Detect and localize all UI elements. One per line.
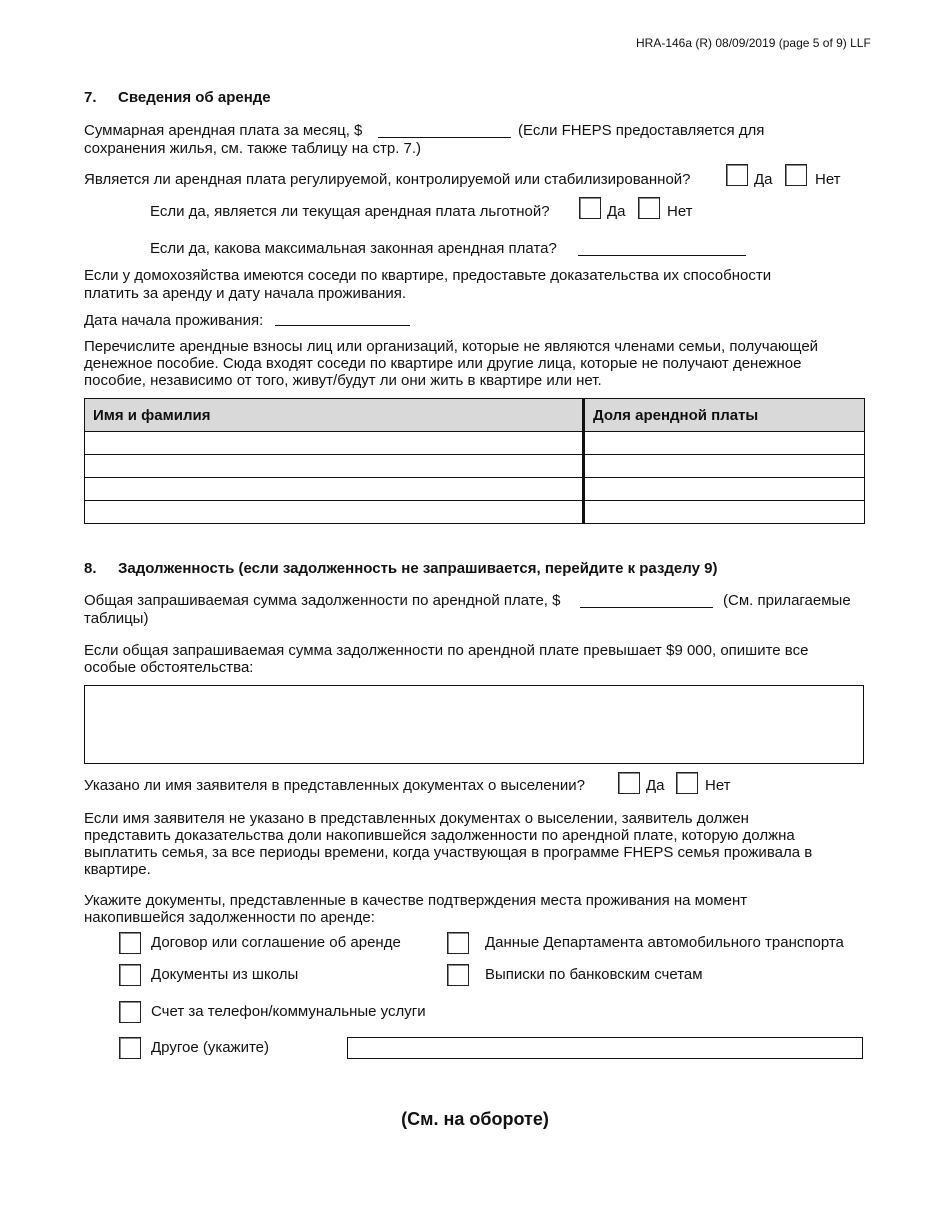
max-legal-rent-input[interactable] xyxy=(578,239,746,256)
preferential-yes-checkbox[interactable] xyxy=(579,197,601,219)
regulated-no-checkbox[interactable] xyxy=(785,164,807,186)
section-8-title: Задолженность (если задолженность не запрашивается, перейдите к разделу 9) xyxy=(118,560,718,577)
roommates-text-1: Если у домохозяйства имеются соседи по квартире, предоставьте доказательства их способности xyxy=(84,267,772,284)
eviction-yes-checkbox[interactable] xyxy=(618,772,640,794)
eviction-question: Указано ли имя заявителя в представленных документах о выселении? xyxy=(84,777,586,794)
docs-text-1: Укажите документы, представленные в качестве подтверждения места проживания на момент xyxy=(84,892,748,909)
not-named-text-1: Если имя заявителя не указано в представленных документах о выселении, заявитель должен xyxy=(84,810,749,827)
regulated-yes-label: Да xyxy=(754,171,773,188)
school-label: Документы из школы xyxy=(151,966,299,983)
preferential-no-label: Нет xyxy=(667,203,693,220)
name-cell[interactable] xyxy=(85,455,584,478)
see-reverse: (См. на обороте) xyxy=(401,1109,549,1129)
eviction-no-checkbox[interactable] xyxy=(676,772,698,794)
roommates-text-2: платить за аренду и дату начала проживания. xyxy=(84,285,406,302)
move-in-date-label: Дата начала проживания: xyxy=(84,312,264,329)
share-cell[interactable] xyxy=(584,432,865,455)
total-rent-note-2: сохранения жилья, см. также таблицу на стр. 7.) xyxy=(84,140,422,157)
share-cell[interactable] xyxy=(584,455,865,478)
col-share-header: Доля арендной платы xyxy=(584,399,865,432)
circumstances-textarea[interactable] xyxy=(84,685,864,764)
arrears-input[interactable] xyxy=(580,591,713,608)
not-named-text-2: представить доказательства доли накопившейся задолженности по арендной плате, которую должна xyxy=(84,827,795,844)
section-7-number: 7. xyxy=(84,89,97,106)
section-7-title: Сведения об аренде xyxy=(118,89,271,106)
move-in-date-input[interactable] xyxy=(275,309,410,326)
contributions-text-1: Перечислите арендные взносы лиц или организаций, которые не являются членами семьи, получающей xyxy=(84,338,819,355)
eviction-no-label: Нет xyxy=(705,777,731,794)
total-rent-input[interactable] xyxy=(378,121,511,138)
total-rent-note-1: (Если FHEPS предоставляется для xyxy=(518,122,765,139)
arrears-note-2: таблицы) xyxy=(84,610,149,627)
dmv-label: Данные Департамента автомобильного транспорта xyxy=(485,934,844,951)
eviction-yes-label: Да xyxy=(646,777,665,794)
docs-text-2: накопившейся задолженности по аренде: xyxy=(84,909,375,926)
preferential-yes-label: Да xyxy=(607,203,626,220)
other-label: Другое (укажите) xyxy=(151,1039,270,1056)
share-cell[interactable] xyxy=(584,478,865,501)
bank-label: Выписки по банковским счетам xyxy=(485,966,703,983)
contributions-text-3: пособие, независимо от того, живут/будут ли они жить в квартире или нет. xyxy=(84,372,602,389)
regulated-no-label: Нет xyxy=(815,171,841,188)
school-checkbox[interactable] xyxy=(119,964,141,986)
lease-label: Договор или соглашение об аренде xyxy=(151,934,401,951)
not-named-text-4: квартире. xyxy=(84,861,151,878)
over-9000-text-2: особые обстоятельства: xyxy=(84,659,254,676)
arrears-note-1: (См. прилагаемые xyxy=(723,592,851,609)
regulated-question: Является ли арендная плата регулируемой, контролируемой или стабилизированной? xyxy=(84,171,691,188)
utility-label: Счет за телефон/коммунальные услуги xyxy=(151,1003,426,1020)
table-header-row xyxy=(85,399,865,432)
share-cell[interactable] xyxy=(584,501,865,524)
table-row xyxy=(85,455,865,478)
name-cell[interactable] xyxy=(85,501,584,524)
name-cell[interactable] xyxy=(85,432,584,455)
table-row xyxy=(85,478,865,501)
over-9000-text-1: Если общая запрашиваемая сумма задолженности по арендной плате превышает $9 000, опишите все xyxy=(84,642,809,659)
rent-contributions-table xyxy=(84,398,865,524)
bank-checkbox[interactable] xyxy=(447,964,469,986)
regulated-yes-checkbox[interactable] xyxy=(726,164,748,186)
lease-checkbox[interactable] xyxy=(119,932,141,954)
table-row xyxy=(85,501,865,524)
preferential-question: Если да, является ли текущая арендная плата льготной? xyxy=(150,203,550,220)
arrears-label: Общая запрашиваемая сумма задолженности по арендной плате, $ xyxy=(84,592,561,609)
other-checkbox[interactable] xyxy=(119,1037,141,1059)
utility-checkbox[interactable] xyxy=(119,1001,141,1023)
other-specify-input[interactable] xyxy=(347,1037,863,1059)
section-8-number: 8. xyxy=(84,560,97,577)
not-named-text-3: выплатить семья, за все периоды времени, когда участвующая в программе FHEPS семья проживала в xyxy=(84,844,813,861)
max-legal-rent-question: Если да, какова максимальная законная арендная плата? xyxy=(150,240,557,257)
preferential-no-checkbox[interactable] xyxy=(638,197,660,219)
col-name-header: Имя и фамилия xyxy=(85,399,584,432)
name-cell[interactable] xyxy=(85,478,584,501)
contributions-text-2: денежное пособие. Сюда входят соседи по квартире или другие лица, которые не получают денежное xyxy=(84,355,802,372)
table-row xyxy=(85,432,865,455)
dmv-checkbox[interactable] xyxy=(447,932,469,954)
total-rent-label: Суммарная арендная плата за месяц, $ xyxy=(84,122,363,139)
form-id: HRA-146a (R) 08/09/2019 (page 5 of 9) LLF xyxy=(636,36,871,50)
